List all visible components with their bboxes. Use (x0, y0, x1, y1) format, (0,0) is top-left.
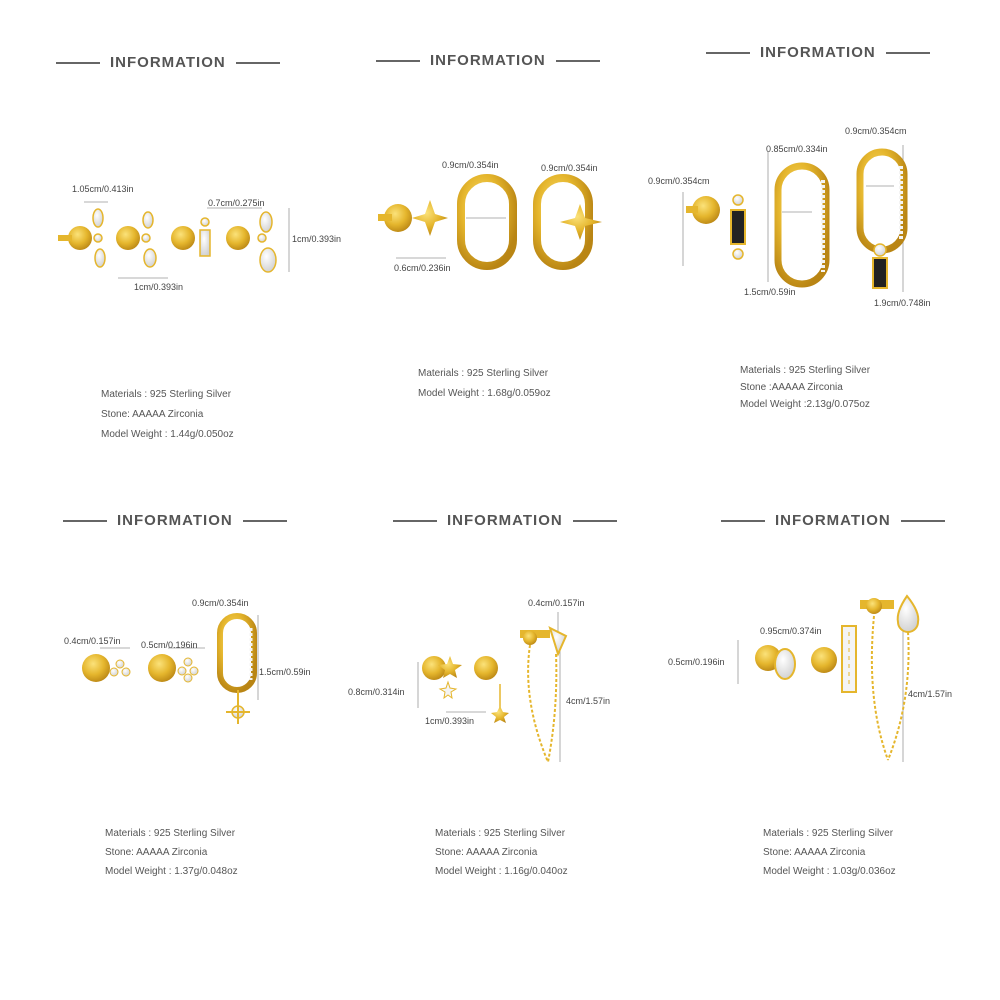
measure-label: 1.5cm/0.59in (259, 667, 311, 677)
measure-label: 0.4cm/0.157in (64, 636, 121, 646)
panel-title: INFORMATION (760, 44, 876, 61)
rule (721, 520, 765, 522)
stone-text: Stone: AAAAA Zirconia (763, 847, 866, 858)
weight-text: Model Weight : 1.37g/0.048oz (105, 866, 238, 877)
measure-label: 1cm/0.393in (425, 716, 475, 726)
stone-text: Stone: AAAAA Zirconia (101, 409, 204, 420)
rule (63, 520, 107, 522)
weight-text: Model Weight : 1.68g/0.059oz (418, 388, 551, 399)
rule (706, 52, 750, 54)
measure-label: 0.85cm/0.334in (766, 144, 828, 154)
measure-label: 1.5cm/0.59in (744, 287, 796, 297)
measure-label: 0.5cm/0.196in (141, 640, 198, 650)
rule (56, 62, 100, 64)
materials-text: Materials : 925 Sterling Silver (105, 828, 236, 839)
stone-text: Stone: AAAAA Zirconia (435, 847, 538, 858)
measure-label: 0.5cm/0.196in (668, 657, 725, 667)
panel-3-info (740, 362, 870, 413)
rule (393, 520, 437, 522)
rule (573, 520, 617, 522)
weight-text: Model Weight : 1.03g/0.036oz (763, 866, 896, 877)
rule (901, 520, 945, 522)
panel-1-info (101, 385, 234, 445)
measure-label: 0.6cm/0.236in (394, 263, 451, 273)
panel-4-info (105, 824, 238, 881)
stone-text: Stone :AAAAA Zirconia (740, 382, 843, 393)
measure-label: 1cm/0.393in (292, 234, 342, 244)
rule (556, 60, 600, 62)
panel-title: INFORMATION (117, 512, 233, 529)
materials-text: Materials : 925 Sterling Silver (418, 368, 549, 379)
measure-label: 0.9cm/0.354cm (845, 126, 907, 136)
measure-label: 0.9cm/0.354in (541, 163, 598, 173)
panel-title: INFORMATION (447, 512, 563, 529)
materials-text: Materials : 925 Sterling Silver (763, 828, 894, 839)
panel-1-header (56, 54, 280, 71)
panel-2-info (418, 364, 551, 404)
materials-text: Materials : 925 Sterling Silver (101, 389, 232, 400)
panel-title: INFORMATION (430, 52, 546, 69)
panel-title: INFORMATION (775, 512, 891, 529)
panel-3-header (706, 44, 930, 61)
measure-label: 0.95cm/0.374in (760, 626, 822, 636)
panel-5-header (393, 512, 617, 529)
weight-text: Model Weight : 1.44g/0.050oz (101, 429, 234, 440)
panel-2-header (376, 52, 600, 69)
rule (236, 62, 280, 64)
rule (886, 52, 930, 54)
materials-text: Materials : 925 Sterling Silver (435, 828, 566, 839)
weight-text: Model Weight : 1.16g/0.040oz (435, 866, 568, 877)
measure-label: 0.9cm/0.354in (442, 160, 499, 170)
measure-label: 0.7cm/0.275in (208, 198, 265, 208)
measure-label: 1.9cm/0.748in (874, 298, 931, 308)
measure-label: 0.9cm/0.354in (192, 598, 249, 608)
measure-label: 4cm/1.57in (566, 696, 611, 706)
measure-label: 1.05cm/0.413in (72, 184, 134, 194)
panel-6-header (721, 512, 945, 529)
measure-label: 1cm/0.393in (134, 282, 184, 292)
panel-6-info (763, 824, 896, 881)
panel-title: INFORMATION (110, 54, 226, 71)
panel-5-info (435, 824, 568, 881)
stone-text: Stone: AAAAA Zirconia (105, 847, 208, 858)
weight-text: Model Weight :2.13g/0.075oz (740, 399, 870, 410)
measure-label: 0.9cm/0.354cm (648, 176, 710, 186)
rule (376, 60, 420, 62)
panel-4-header (63, 512, 287, 529)
measure-label: 4cm/1.57in (908, 689, 953, 699)
materials-text: Materials : 925 Sterling Silver (740, 365, 871, 376)
measure-label: 0.4cm/0.157in (528, 598, 585, 608)
measure-label: 0.8cm/0.314in (348, 687, 405, 697)
rule (243, 520, 287, 522)
